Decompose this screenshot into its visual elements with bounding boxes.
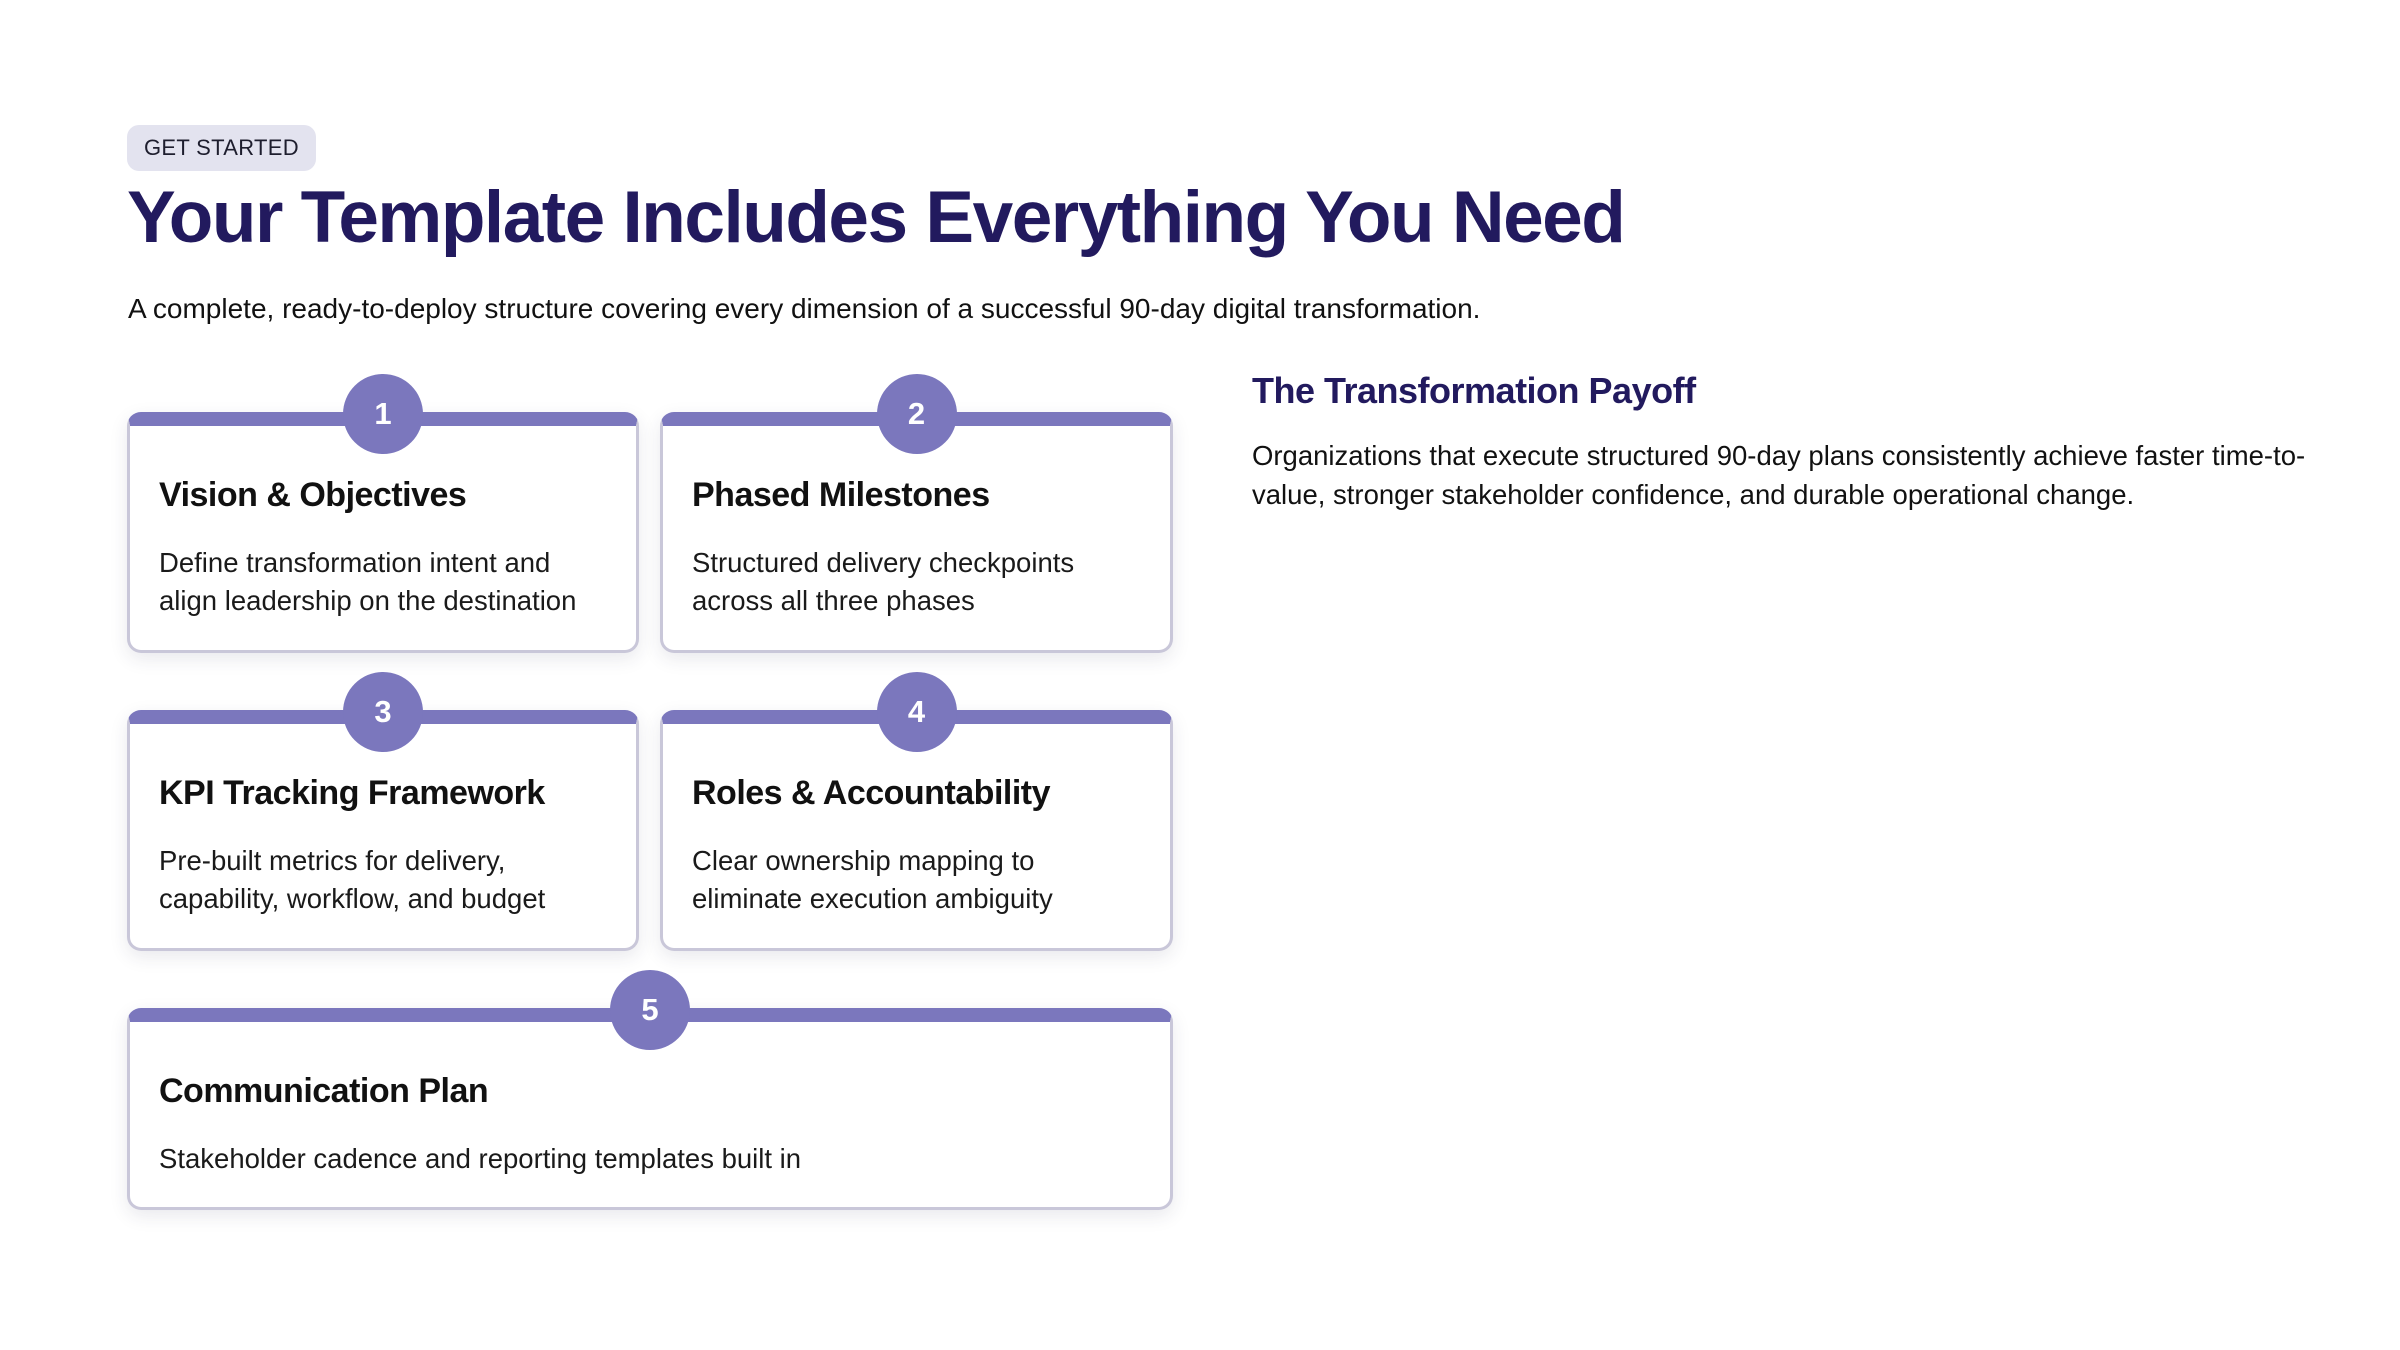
card-description: Stakeholder cadence and reporting templates built in xyxy=(159,1143,802,1174)
card-description: Structured delivery checkpoints across all three phases xyxy=(692,547,1075,616)
page-subtitle: A complete, ready-to-deploy structure covering every dimension of a successful 90-day digital transformation. xyxy=(128,293,1481,324)
feature-card-communication xyxy=(127,992,1173,1210)
card-description: Pre-built metrics for delivery, capability, workflow, and budget xyxy=(159,845,546,914)
card-number-badge: 5 xyxy=(610,970,690,1050)
feature-card-milestones xyxy=(660,396,1173,653)
card-title: Phased Milestones xyxy=(692,476,990,514)
card-number-badge: 4 xyxy=(877,672,957,752)
feature-card-kpi xyxy=(127,694,639,951)
payoff-heading: The Transformation Payoff xyxy=(1252,370,1696,411)
card-number-badge: 3 xyxy=(343,672,423,752)
card-title: KPI Tracking Framework xyxy=(159,774,545,812)
feature-card-roles xyxy=(660,694,1173,951)
card-description: Define transformation intent and align leadership on the destination xyxy=(159,547,577,616)
card-title: Communication Plan xyxy=(159,1072,489,1110)
card-description: Clear ownership mapping to eliminate execution ambiguity xyxy=(692,845,1053,914)
card-title: Vision & Objectives xyxy=(159,476,467,514)
feature-card-vision xyxy=(127,396,639,653)
card-number-badge: 1 xyxy=(343,374,423,454)
payoff-text: Organizations that execute structured 90-day plans consistently achieve faster time-to-value, stronger stakeholder confidence, and durable operational change. xyxy=(1252,440,2306,510)
card-title: Roles & Accountability xyxy=(692,774,1051,812)
card-number-badge: 2 xyxy=(877,374,957,454)
get-started-tag: GET STARTED xyxy=(127,125,316,171)
page-title: Your Template Includes Everything You Need xyxy=(127,177,1625,258)
